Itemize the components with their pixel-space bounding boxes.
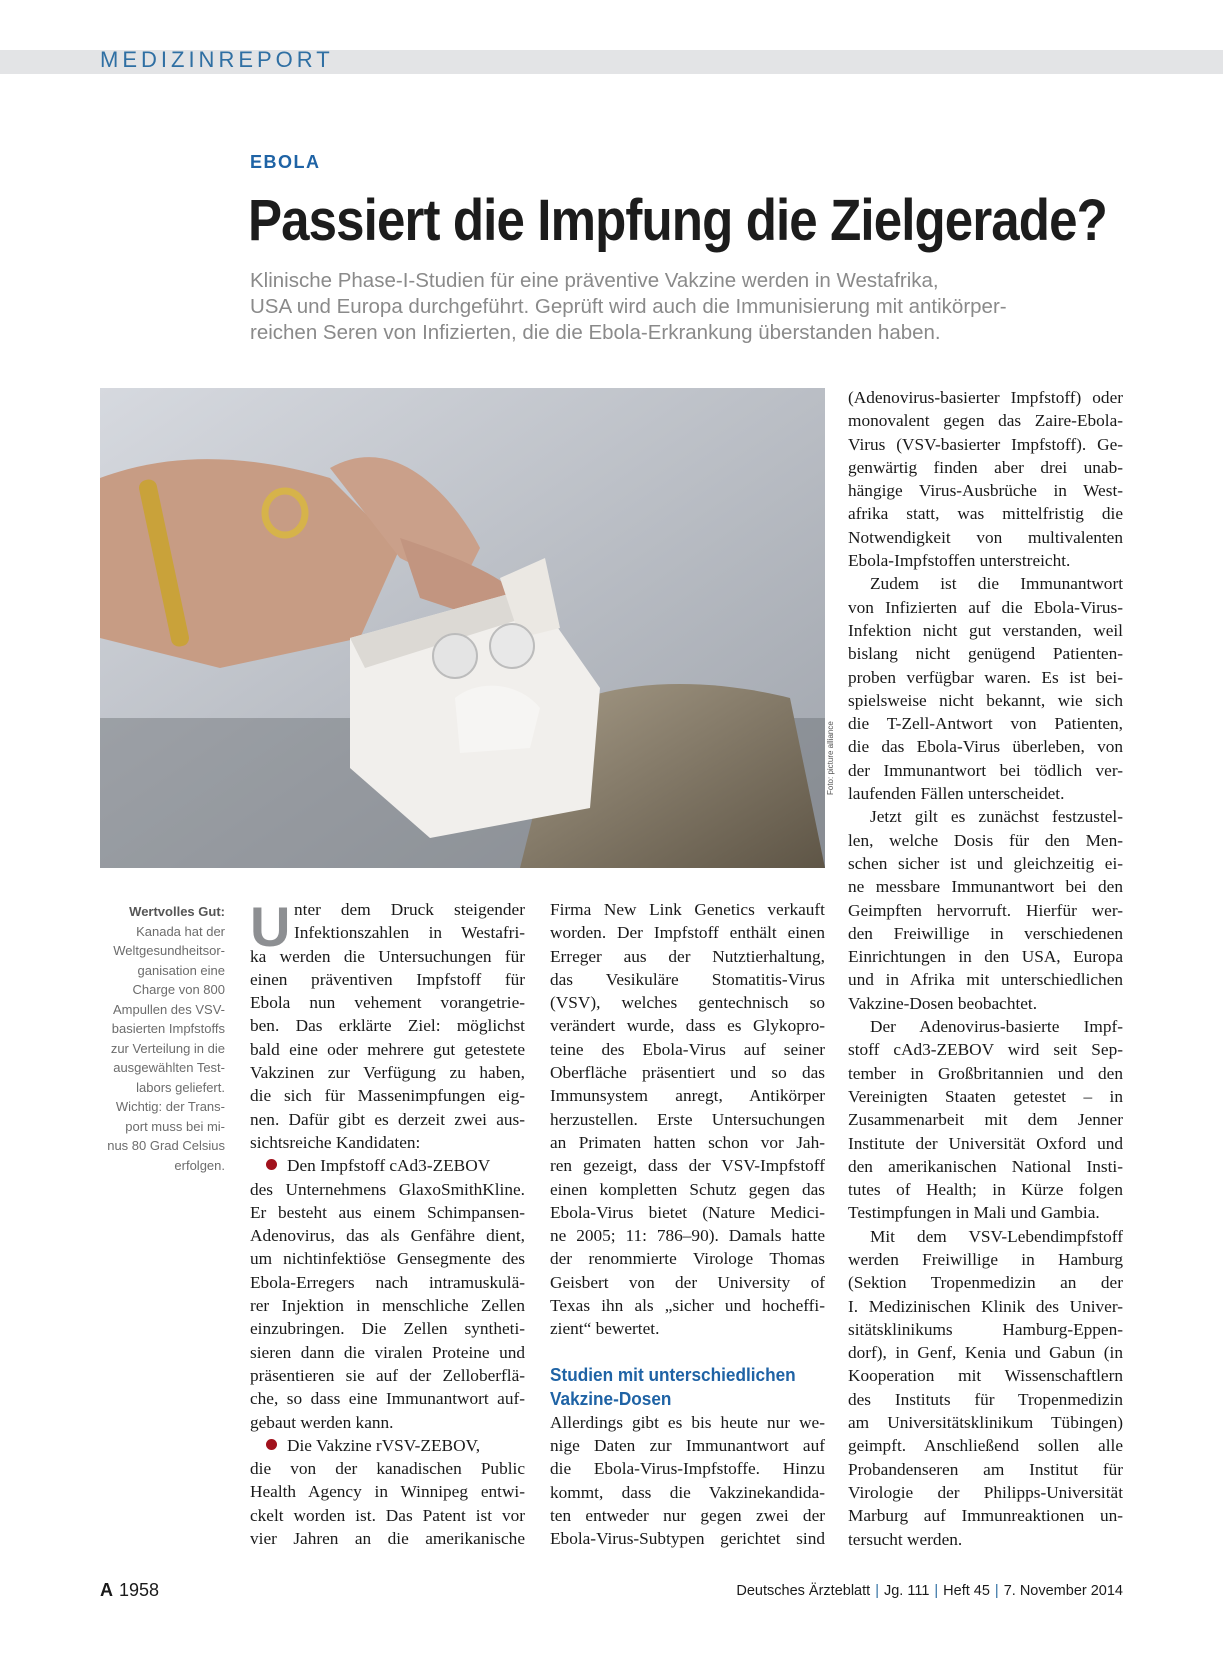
body-line: den amerikanischen National Insti- bbox=[848, 1156, 1123, 1176]
body-line: (Sektion Tropenmedizin an der bbox=[848, 1273, 1123, 1293]
caption-line: Wichtig: der Trans- bbox=[115, 1099, 225, 1114]
body-line: dorf), in Genf, Kenia und Gabun (in bbox=[848, 1343, 1123, 1363]
subheading-line: Vakzine-Dosen bbox=[550, 1387, 672, 1409]
drop-cap: U bbox=[250, 895, 291, 958]
body-line: Notwendigkeit von multivalenten bbox=[848, 527, 1123, 547]
body-line: worden. Der Impfstoff enthält einen bbox=[550, 923, 825, 943]
body-line: ckelt worden ist. Das Patent ist vor bbox=[250, 1505, 525, 1525]
body-line: nen. Dafür gibt es derzeit zwei aus- bbox=[250, 1109, 525, 1129]
body-line: verändert wurde, dass es Glykopro- bbox=[550, 1016, 825, 1036]
body-line: I. Medizinischen Klinik des Univer- bbox=[848, 1296, 1123, 1316]
bullet-icon bbox=[266, 1159, 277, 1170]
photo-illustration bbox=[100, 388, 825, 868]
body-line: Firma New Link Genetics verkauft bbox=[550, 900, 825, 919]
body-line: Adenovirus, das als Genfähre dient, bbox=[250, 1226, 525, 1246]
caption-title: Wertvolles Gut: bbox=[129, 904, 225, 919]
body-line: Vakzinen zur Verfügung zu haben, bbox=[250, 1063, 525, 1083]
body-line: len, welche Dosis für den Men- bbox=[848, 830, 1123, 850]
body-line: den Freiwillige in verschiedenen bbox=[848, 923, 1123, 943]
body-line: Marburg auf Immunreaktionen un- bbox=[848, 1506, 1123, 1526]
page-number bbox=[100, 1580, 159, 1601]
journal-issue: Heft 45 bbox=[943, 1583, 990, 1599]
body-line: Ebola nun vehement vorangetrie- bbox=[250, 993, 525, 1013]
body-line: schen sicher ist und gleichzeitig ei- bbox=[848, 853, 1123, 873]
body-line: Virologie der Philipps-Universität bbox=[848, 1482, 1123, 1502]
lead-line: reichen Seren von Infizierten, die die Ebola-Erkrankung überstanden haben. bbox=[250, 321, 941, 344]
body-line: Infektionszahlen in Westafri- bbox=[294, 923, 525, 943]
body-line: sitätsklinikums Hamburg-Eppen- bbox=[848, 1319, 1123, 1339]
body-line: Oberfläche präsentiert und so das bbox=[550, 1063, 825, 1083]
body-line: einzubringen. Die Zellen syntheti- bbox=[250, 1319, 525, 1339]
journal-date: 7. November 2014 bbox=[1003, 1583, 1123, 1599]
body-line: Zudem ist die Immunantwort bbox=[870, 574, 1123, 594]
caption-line: nus 80 Grad Celsius bbox=[107, 1138, 225, 1153]
caption-line: Ampullen des VSV- bbox=[112, 1001, 225, 1017]
body-line: werden Freiwillige in Hamburg bbox=[848, 1249, 1123, 1269]
caption-line: port muss bei mi- bbox=[125, 1118, 225, 1134]
body-line: des Instituts für Tropenmedizin bbox=[848, 1389, 1123, 1409]
page-number-value: 1958 bbox=[119, 1580, 160, 1600]
body-line: tember in Großbritannien und den bbox=[848, 1063, 1123, 1083]
body-line: Die Vakzine rVSV-ZEBOV, bbox=[287, 1435, 481, 1455]
body-line: bislang nicht genügend Patienten- bbox=[848, 644, 1123, 664]
body-line: Ebola-Virus bietet (Nature Medici- bbox=[550, 1202, 825, 1222]
body-line: der Immunantwort bei tödlich ver- bbox=[848, 760, 1123, 780]
body-line: teine des Ebola-Virus auf seiner bbox=[550, 1039, 825, 1059]
subheading-line: Studien mit unterschiedlichen bbox=[550, 1363, 796, 1385]
body-line: afrika statt, was mittelfristig die bbox=[848, 504, 1123, 524]
caption-line: ganisation eine bbox=[137, 962, 225, 978]
body-line: ben. Das erklärte Ziel: möglichst bbox=[250, 1016, 525, 1036]
body-line: an Primaten hatten schon vor Jah- bbox=[550, 1132, 825, 1152]
article-headline: Passiert die Impfung die Zielgerade? bbox=[248, 188, 1107, 253]
body-line: (VSV), welches gentechnisch so bbox=[550, 993, 825, 1013]
text-column-3 bbox=[848, 386, 1123, 1551]
body-line: Probandenseren am Institut für bbox=[848, 1459, 1123, 1479]
body-line: Allerdings gibt es bis heute nur we- bbox=[550, 1412, 825, 1432]
body-line: geimpft. Anschließend sollen alle bbox=[848, 1436, 1123, 1456]
body-line: Geisbert von der University of bbox=[550, 1272, 825, 1292]
body-line: zient“ bewertet. bbox=[550, 1319, 660, 1339]
body-line: Zusammenarbeit mit dem Jenner bbox=[848, 1110, 1123, 1130]
body-line: das Vesikuläre Stomatitis-Virus bbox=[550, 969, 825, 989]
body-line: Kooperation mit Wissenschaftlern bbox=[848, 1366, 1123, 1386]
bullet-item bbox=[250, 1154, 525, 1177]
body-line: Testimpfungen in Mali und Gambia. bbox=[848, 1203, 1100, 1223]
article-kicker: EBOLA bbox=[250, 152, 321, 172]
caption-line: zur Verteilung in die bbox=[110, 1040, 225, 1056]
body-line: herzustellen. Erste Untersuchungen bbox=[550, 1109, 825, 1129]
body-line: ren gezeigt, dass der VSV-Impfstoff bbox=[550, 1156, 825, 1176]
body-line: Er besteht aus einem Schimpansen- bbox=[250, 1202, 525, 1222]
body-line: die sich für Massenimpfungen eig- bbox=[250, 1086, 525, 1106]
caption-line: basierten Impfstoffs bbox=[111, 1021, 225, 1036]
body-line: genwärtig finden aber drei unab- bbox=[848, 457, 1123, 477]
lead-line: Klinische Phase-I-Studien für eine präventive Vakzine werden in Westafrika, bbox=[250, 269, 939, 292]
body-line: Texas ihn als „sicher und hocheffi- bbox=[550, 1296, 825, 1316]
caption-line: labors geliefert. bbox=[136, 1079, 225, 1095]
body-line: ne messbare Immunantwort bei den bbox=[848, 877, 1123, 897]
caption-line: Kanada hat der bbox=[136, 923, 225, 939]
body-line: die von der kanadischen Public bbox=[250, 1459, 525, 1479]
body-line: che, so dass eine Immunantwort auf- bbox=[250, 1389, 525, 1409]
body-line: sieren dann die viralen Proteine und bbox=[250, 1342, 525, 1362]
journal-info bbox=[736, 1583, 1123, 1599]
body-line: hängige Virus-Ausbrüche in West- bbox=[848, 481, 1123, 501]
body-line: und in Afrika mit unterschiedlichen bbox=[848, 970, 1123, 990]
body-line: kommt, dass die Vakzinekandida- bbox=[550, 1482, 825, 1502]
body-line: Immunsystem anregt, Antikörper bbox=[550, 1086, 825, 1106]
body-line: Erreger aus der Nutztierhaltung, bbox=[550, 946, 825, 966]
body-line: Ebola-Impfstoffen unterstreicht. bbox=[848, 551, 1071, 571]
caption-line: Charge von 800 bbox=[132, 982, 225, 997]
body-line: um nichtinfektiöse Gensegmente des bbox=[250, 1249, 525, 1269]
body-line: proben verfügbar waren. Es ist bei- bbox=[848, 667, 1123, 687]
bullet-icon bbox=[266, 1439, 277, 1450]
body-line: einen kompletten Schutz gegen das bbox=[550, 1179, 825, 1199]
body-line: monovalent gegen das Zaire-Ebola- bbox=[848, 411, 1123, 431]
body-line: sichtsreiche Kandidaten: bbox=[250, 1132, 421, 1152]
body-line: Mit dem VSV-Lebendimpfstoff bbox=[870, 1226, 1123, 1246]
body-line: Einrichtungen in den USA, Europa bbox=[848, 947, 1123, 967]
text-column-1 bbox=[250, 895, 525, 1550]
body-line: Ebola-Erregers nach intramuskulä- bbox=[250, 1272, 525, 1292]
journal-name: Deutsches Ärzteblatt bbox=[736, 1583, 871, 1599]
body-line: Virus (VSV-basierter Impfstoff). Ge- bbox=[848, 434, 1123, 454]
body-line: der renommierte Virologe Thomas bbox=[550, 1249, 825, 1269]
bullet-item bbox=[250, 1434, 525, 1457]
body-line: die Ebola-Virus-Impfstoffe. Hinzu bbox=[550, 1459, 825, 1479]
body-line: Health Agency in Winnipeg entwi- bbox=[250, 1482, 525, 1502]
body-line: spielsweise nicht bekannt, wie sich bbox=[848, 690, 1123, 710]
body-line: bald eine oder mehrere gut getestete bbox=[250, 1039, 525, 1059]
journal-volume: Jg. 111 bbox=[883, 1583, 930, 1599]
body-line: tersucht werden. bbox=[848, 1529, 963, 1549]
body-line: Vereinigten Staaten getestet – in bbox=[848, 1086, 1123, 1106]
section-label: MEDIZINREPORT bbox=[100, 47, 334, 72]
separator: | bbox=[934, 1583, 939, 1599]
body-line: tutes of Health; in Kürze folgen bbox=[848, 1180, 1123, 1200]
section-subheading bbox=[550, 1363, 806, 1411]
body-line: gebaut werden kann. bbox=[250, 1412, 394, 1432]
body-line: Jetzt gilt es zunächst festzustel- bbox=[870, 807, 1123, 827]
body-line: die das Ebola-Virus überleben, von bbox=[848, 737, 1123, 757]
body-line: nter dem Druck steigender bbox=[294, 900, 525, 919]
article-lead bbox=[250, 268, 1130, 346]
photo-credit: Foto: picture alliance bbox=[826, 721, 835, 795]
body-line: Ebola-Virus-Subtypen gerichtet sind bbox=[550, 1529, 825, 1549]
body-line: ne 2005; 11: 786–90). Damals hatte bbox=[550, 1226, 825, 1246]
caption-line: erfolgen. bbox=[174, 1157, 225, 1173]
body-line: vier Jahren an die amerikanische bbox=[250, 1529, 525, 1549]
body-line: Den Impfstoff cAd3-ZEBOV bbox=[287, 1156, 491, 1176]
body-line: laufenden Fällen unterscheidet. bbox=[848, 784, 1065, 804]
body-line: ten entweder nur gegen zwei der bbox=[550, 1505, 825, 1525]
body-line: ka werden die Untersuchungen für bbox=[250, 946, 525, 966]
body-line: Infektion nicht gut verstanden, weil bbox=[848, 620, 1123, 640]
body-line: einen präventiven Impfstoff für bbox=[250, 969, 525, 989]
body-line: rer Injektion in menschliche Zellen bbox=[250, 1296, 525, 1316]
body-line: die T-Zell-Antwort von Patienten, bbox=[848, 714, 1123, 734]
body-line: am Universitätsklinikum Tübingen) bbox=[848, 1413, 1123, 1433]
text-column-2 bbox=[550, 898, 825, 1550]
separator: | bbox=[994, 1583, 999, 1599]
separator: | bbox=[875, 1583, 879, 1599]
body-line: des Unternehmens GlaxoSmithKline. bbox=[250, 1179, 525, 1199]
body-line: stoff cAd3-ZEBOV wird seit Sep- bbox=[848, 1040, 1123, 1060]
body-line: Geimpften hervorruft. Hierfür wer- bbox=[848, 900, 1123, 920]
page-prefix: A bbox=[100, 1580, 113, 1600]
article-photo bbox=[100, 388, 825, 868]
caption-line: Weltgesundheitsor- bbox=[113, 943, 225, 958]
body-line: von Infizierten auf die Ebola-Virus- bbox=[848, 597, 1123, 617]
lead-line: USA und Europa durchgeführt. Geprüft wird auch die Immunisierung mit antikörper- bbox=[250, 295, 1007, 318]
body-line: Vakzine-Dosen beobachtet. bbox=[848, 993, 1038, 1013]
body-line: präsentieren sie auf der Zelloberflä- bbox=[250, 1365, 525, 1385]
caption-line: ausgewählten Test- bbox=[113, 1060, 225, 1075]
body-line: nige Daten zur Immunantwort auf bbox=[550, 1435, 825, 1455]
body-line: Der Adenovirus-basierte Impf- bbox=[870, 1017, 1123, 1037]
body-line: (Adenovirus-basierter Impfstoff) oder bbox=[848, 388, 1123, 407]
body-line: Institute der Universität Oxford und bbox=[848, 1133, 1123, 1153]
photo-caption bbox=[92, 902, 225, 1175]
